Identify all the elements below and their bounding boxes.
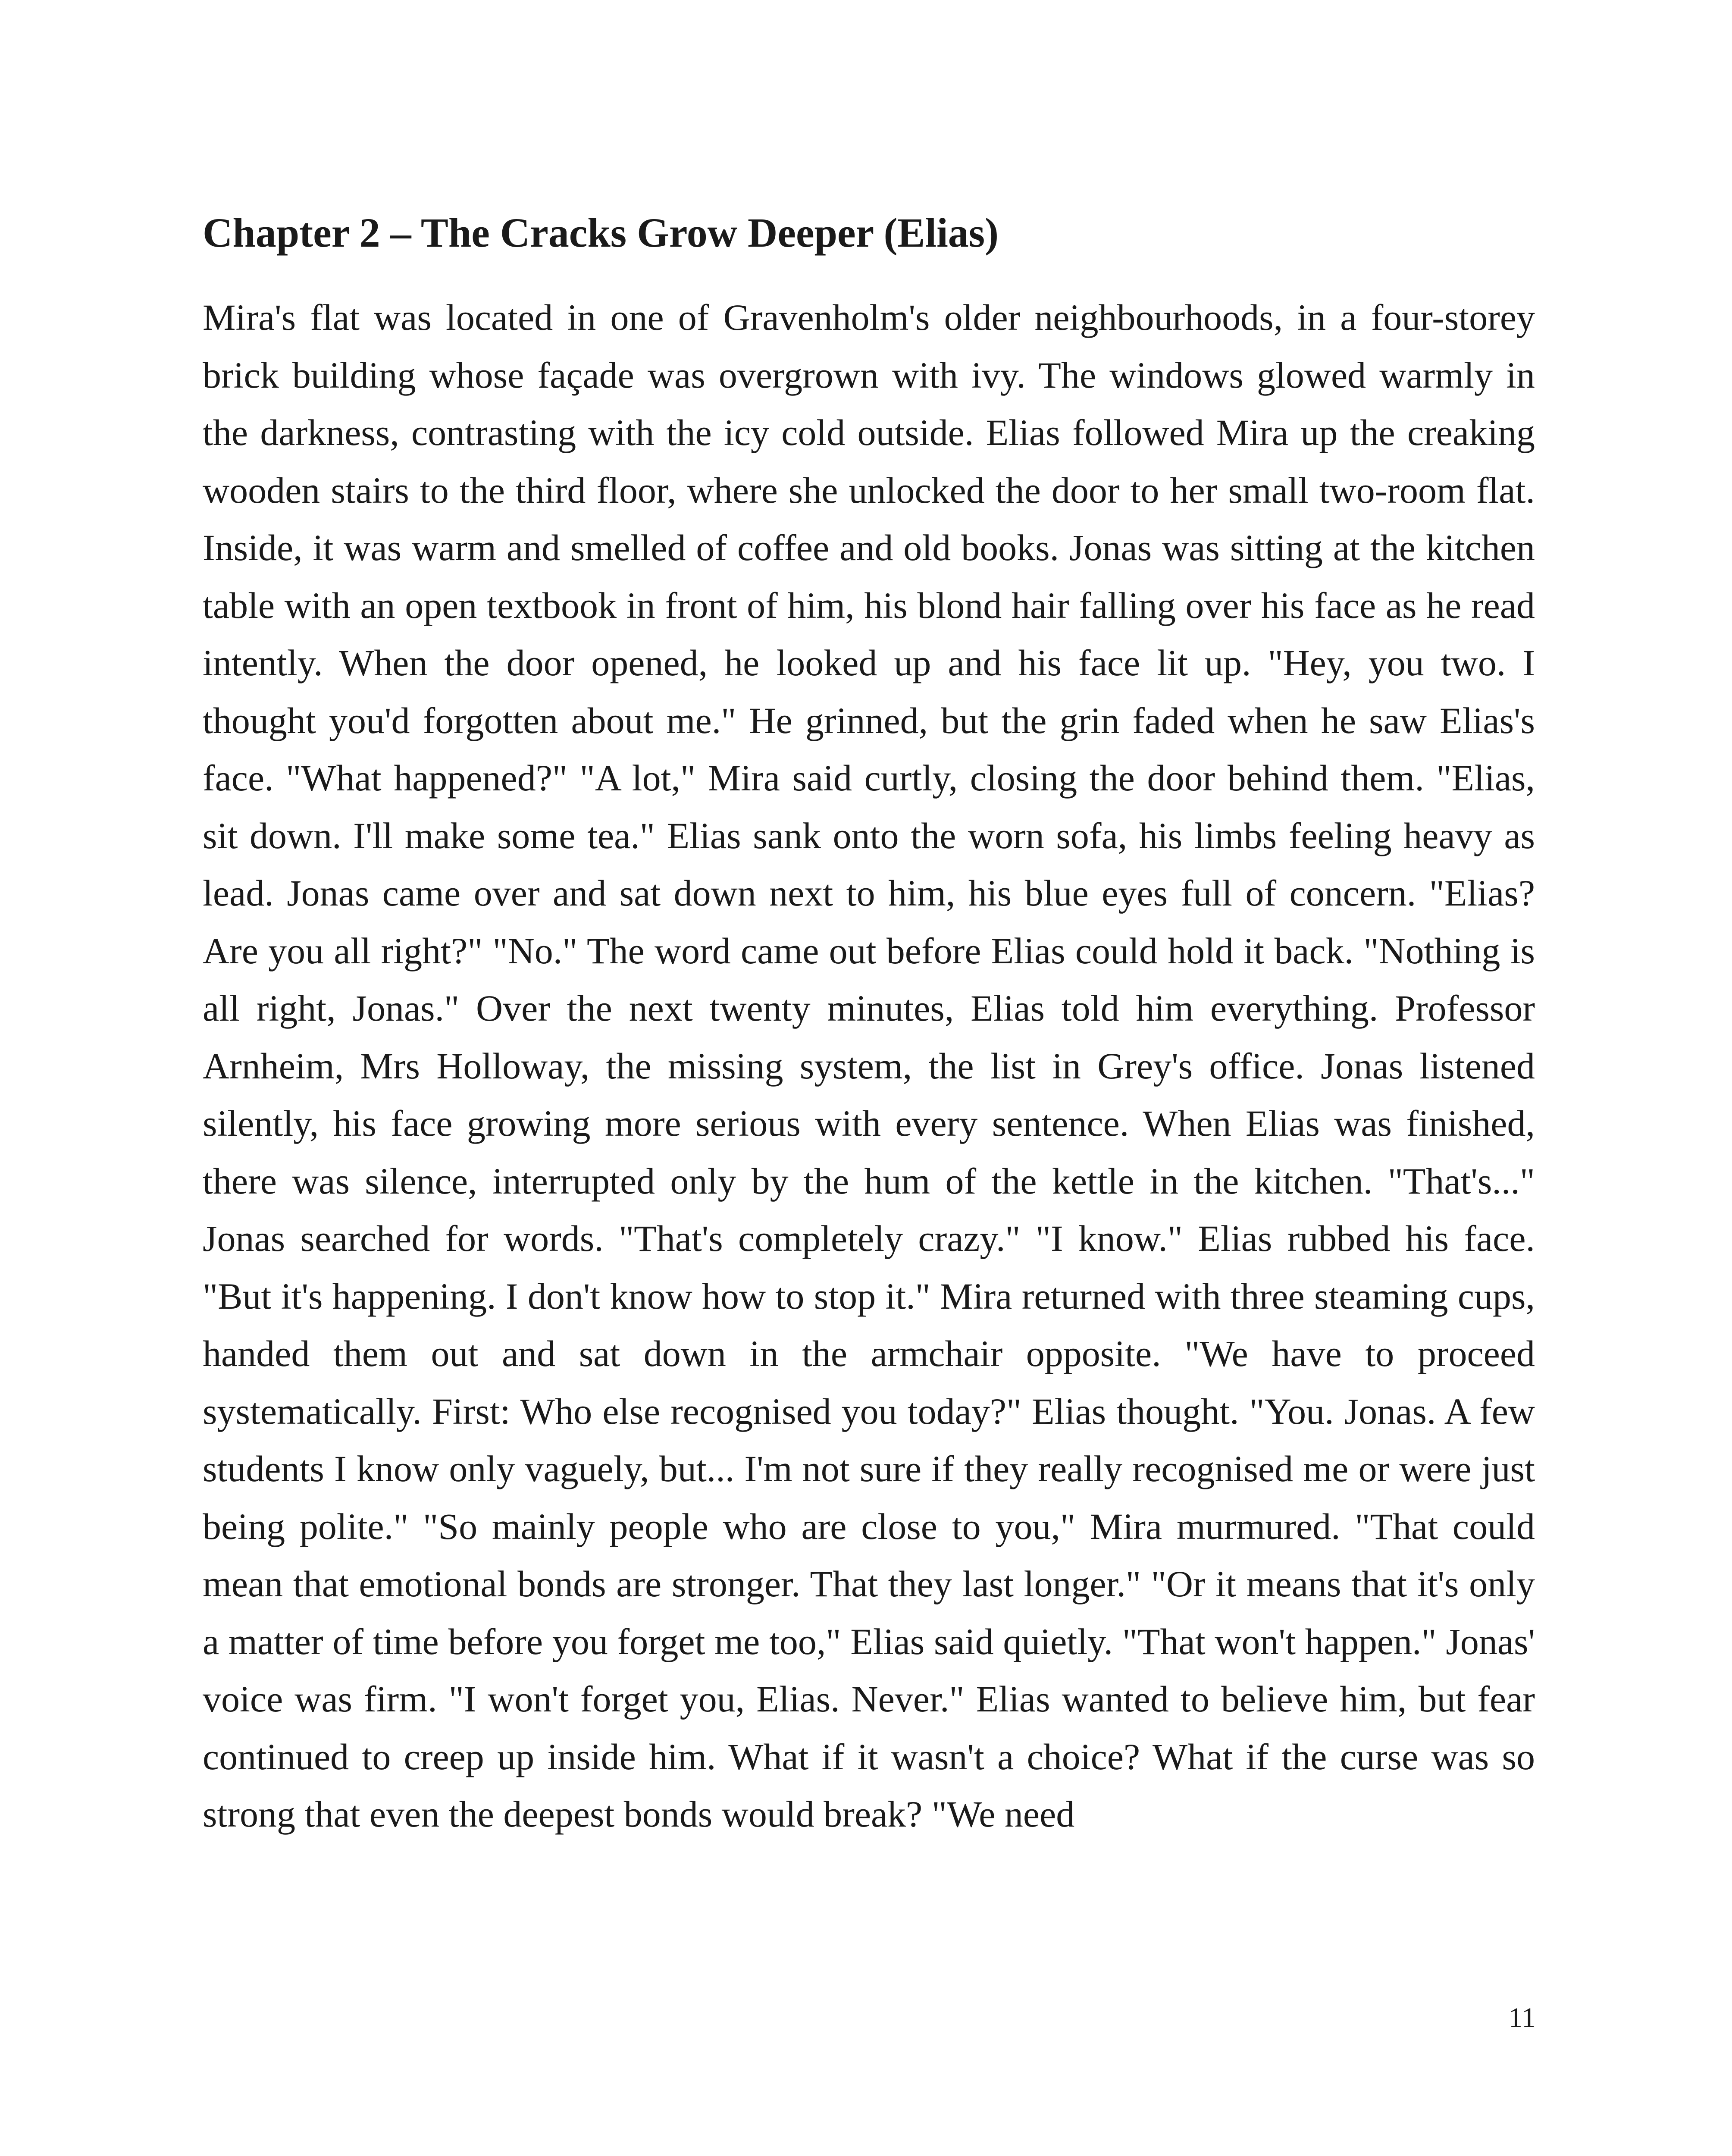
page-number: 11 [1508,2002,1536,2034]
page-content [203,203,1535,1843]
body-paragraph: Mira's flat was located in one of Gravenholm's older neighbourhoods, in a four-storey brick building whose façade was overgrown with ivy. The windows glowed warmly in the darkness, contrasting with the icy cold outside. Elias followed Mira up the creaking wooden stairs to the third floor, where she unlocked the door to her small two-room flat. Inside, it was warm and smelled of coffee and old books. Jonas was sitting at the kitchen table with an open textbook in front of him, his blond hair falling over his face as he read intently. When the door opened, he looked up and his face lit up. "Hey, you two. I thought you'd forgotten about me." He grinned, but the grin faded when he saw Elias's face. "What happened?" "A lot," Mira said curtly, closing the door behind them. "Elias, sit down. I'll make some tea." Elias sank onto the worn sofa, his limbs feeling heavy as lead. Jonas came over and sat down next to him, his blue eyes full of concern. "Elias? Are you all right?" "No." The word came out before Elias could hold it back. "Nothing is all right, Jonas." Over the next twenty minutes, Elias told him everything. Professor Arnheim, Mrs Holloway, the missing system, the list in Grey's office. Jonas listened silently, his face growing more serious with every sentence. When Elias was finished, there was silence, interrupted only by the hum of the kettle in the kitchen. "That's..." Jonas searched for words. "That's completely crazy." "I know." Elias rubbed his face. "But it's happening. I don't know how to stop it." Mira returned with three steaming cups, handed them out and sat down in the armchair opposite. "We have to proceed systematically. First: Who else recognised you today?" Elias thought. "You. Jonas. A few students I know only vaguely, but... I'm not sure if they really recognised me or were just being polite." "So mainly people who are close to you," Mira murmured. "That could mean that emotional bonds are stronger. That they last longer." "Or it means that it's only a matter of time before you forget me too," Elias said quietly. "That won't happen." Jonas' voice was firm. "I won't forget you, Elias. Never." Elias wanted to believe him, but fear continued to creep up inside him. What if it wasn't a choice? What if the curse was so strong that even the deepest bonds would break? "We need [203,297,1535,1835]
chapter-title: Chapter 2 – The Cracks Grow Deeper (Elias) [203,210,999,256]
